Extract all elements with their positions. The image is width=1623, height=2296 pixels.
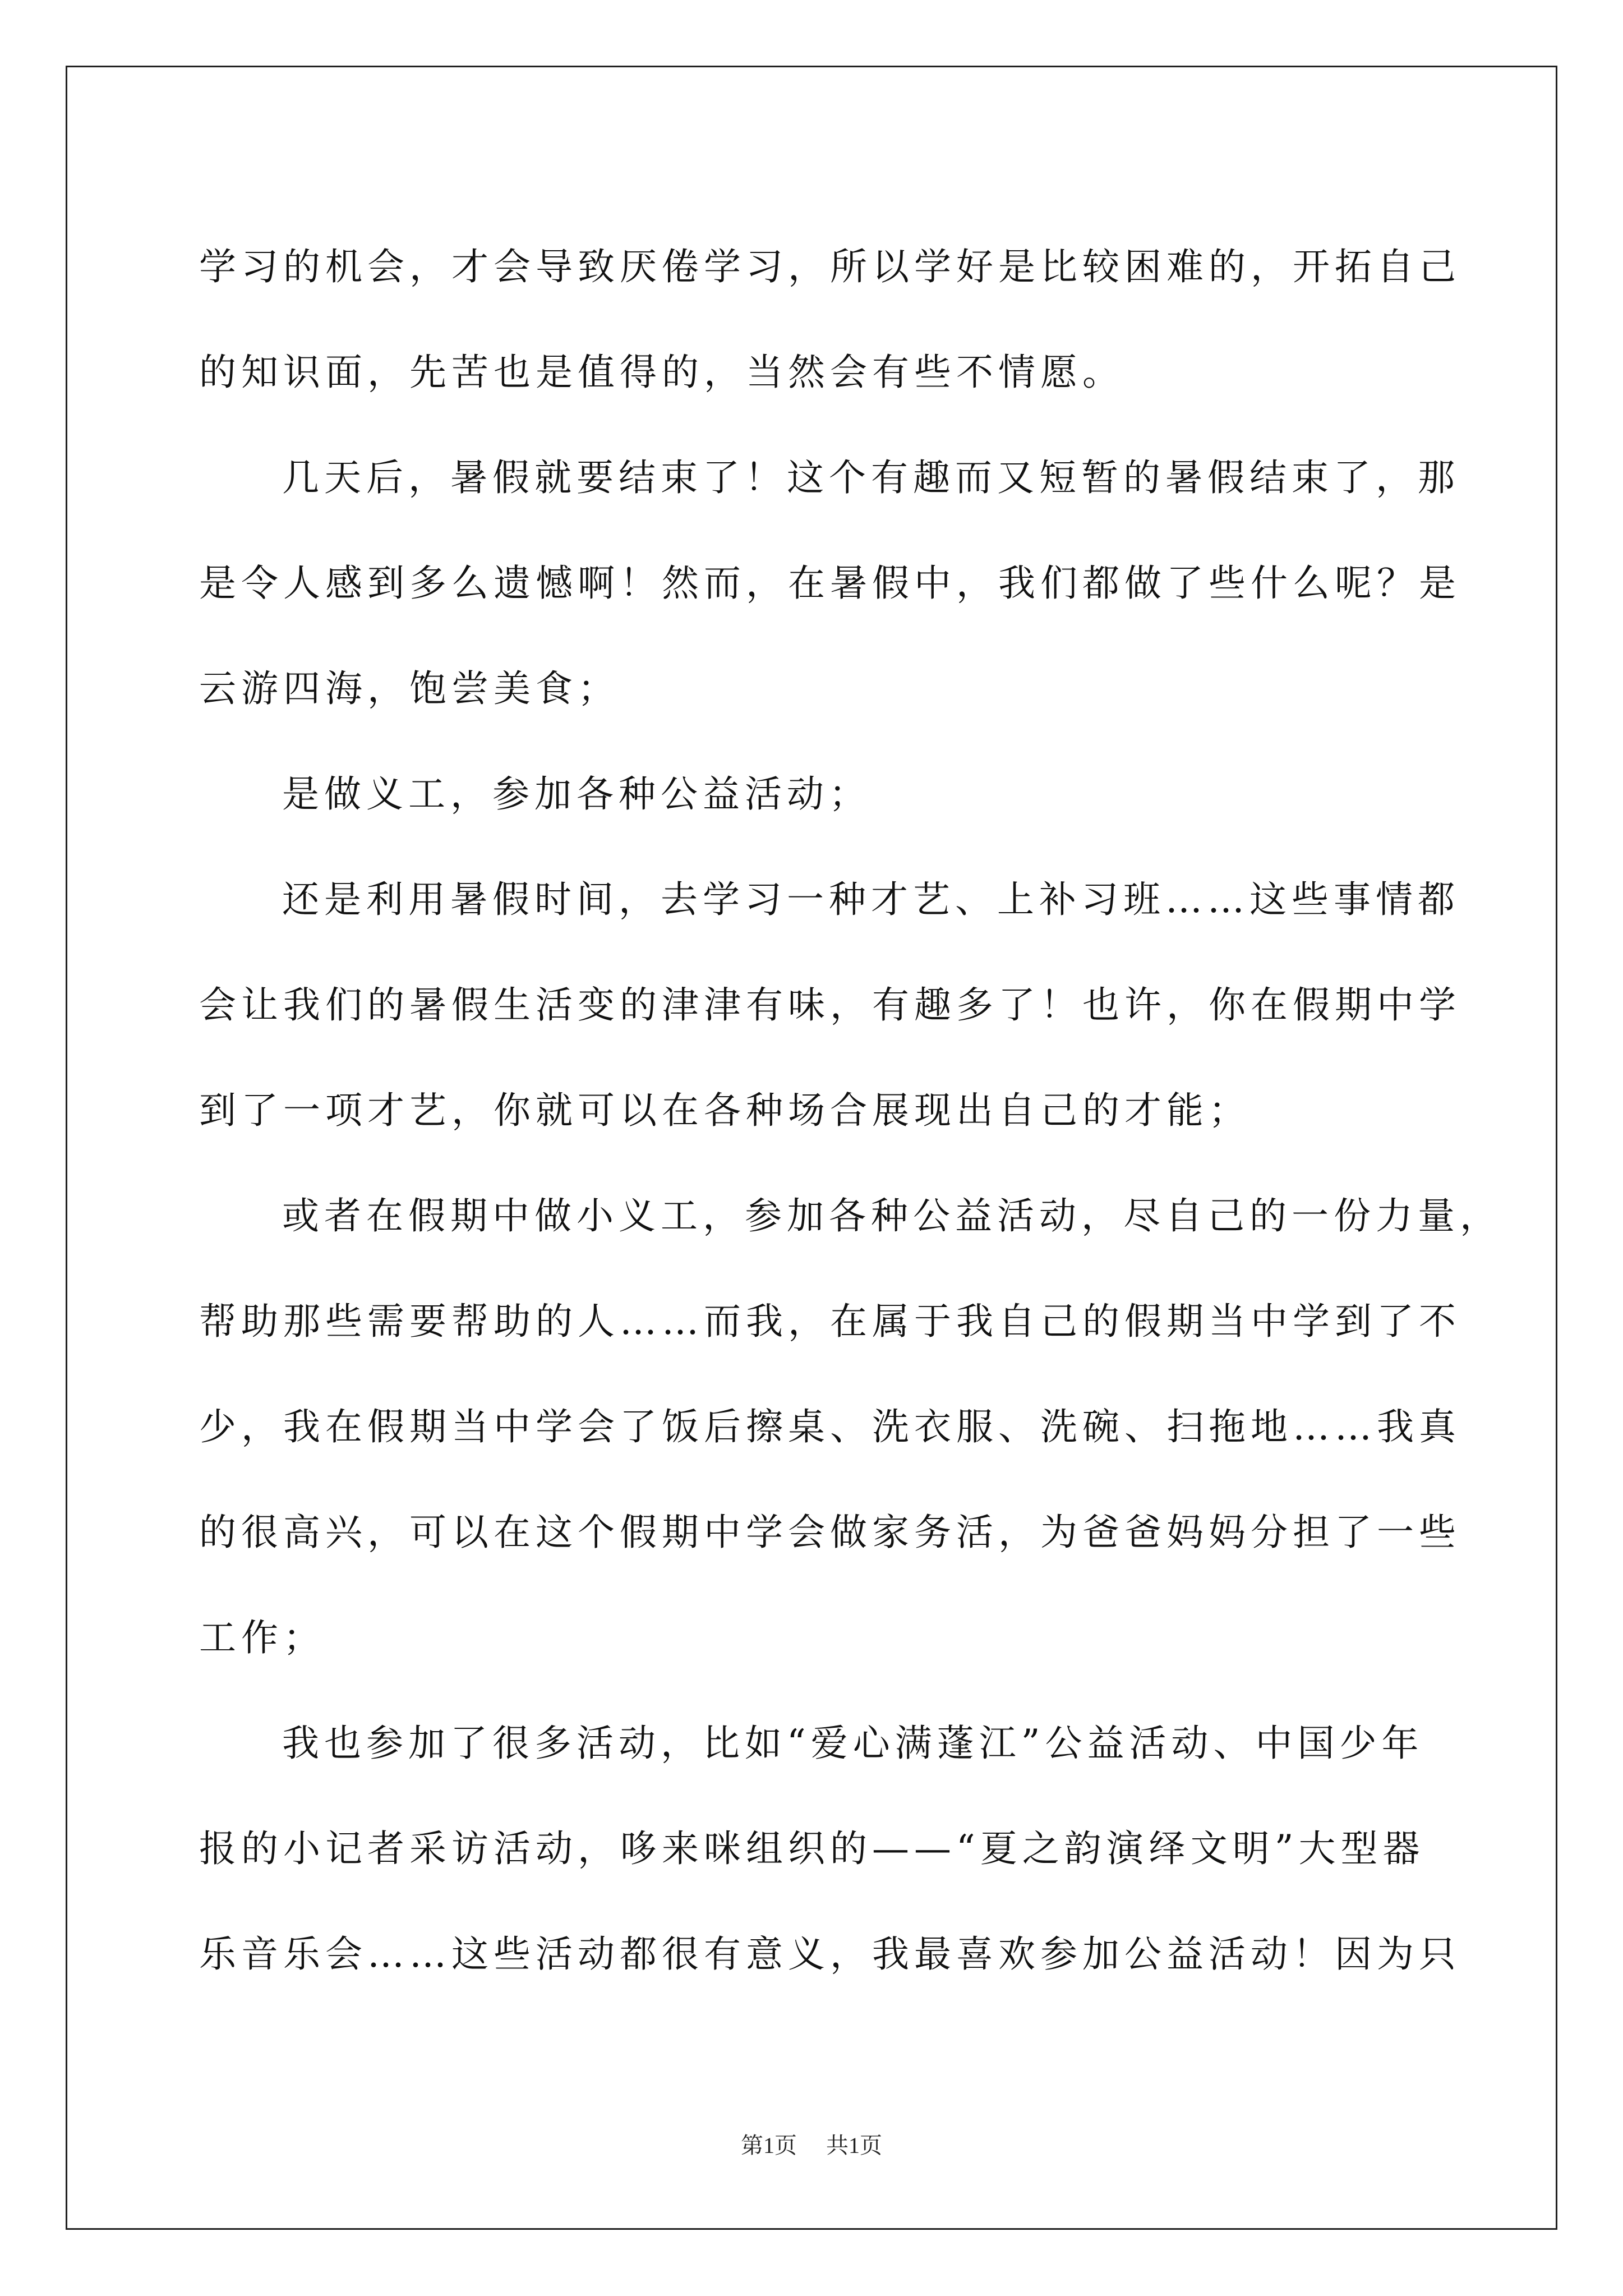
text-line: 报的小记者采访活动，哆来咪组织的——“夏之韵演绎文明”大型器 bbox=[199, 1827, 1425, 1870]
text-line: 到了一项才艺，你就可以在各种场合展现出自己的才能； bbox=[199, 1089, 1251, 1132]
text-line: 我也参加了很多活动，比如“爱心满蓬江”公益活动、中国少年 bbox=[282, 1722, 1424, 1765]
text-line: 帮助那些需要帮助的人……而我，在属于我自己的假期当中学到了不 bbox=[199, 1300, 1461, 1343]
page-footer bbox=[0, 2129, 1623, 2162]
text-line: 云游四海，饱尝美食； bbox=[199, 667, 620, 710]
text-line: 还是利用暑假时间，去学习一种才艺、上补习班……这些事情都 bbox=[282, 878, 1460, 921]
text-line: 是做义工，参加各种公益活动； bbox=[282, 772, 871, 816]
text-line: 会让我们的暑假生活变的津津有味，有趣多了！也许，你在假期中学 bbox=[199, 983, 1461, 1027]
text-line: 少，我在假期当中学会了饭后擦桌、洗衣服、洗碗、扫拖地……我真 bbox=[199, 1405, 1461, 1448]
text-line: 或者在假期中做小义工，参加各种公益活动，尽自己的一份力量， bbox=[282, 1194, 1502, 1237]
text-line: 的很高兴，可以在这个假期中学会做家务活，为爸爸妈妈分担了一些 bbox=[199, 1511, 1461, 1554]
text-line: 学习的机会，才会导致厌倦学习，所以学好是比较困难的，开拓自己 bbox=[199, 245, 1461, 288]
text-line: 几天后，暑假就要结束了！这个有趣而又短暂的暑假结束了，那 bbox=[282, 456, 1460, 499]
page-number-total: 共1页 bbox=[826, 2133, 882, 2158]
text-line: 是令人感到多么遗憾啊！然而，在暑假中，我们都做了些什么呢？是 bbox=[199, 562, 1461, 605]
document-body bbox=[199, 214, 1502, 2007]
page-number-current: 第1页 bbox=[741, 2133, 797, 2158]
text-line: 的知识面，先苦也是值得的，当然会有些不情愿。 bbox=[199, 351, 1124, 394]
text-line: 工作； bbox=[199, 1616, 325, 1659]
text-line: 乐音乐会……这些活动都很有意义，我最喜欢参加公益活动！因为只 bbox=[199, 1932, 1461, 1976]
